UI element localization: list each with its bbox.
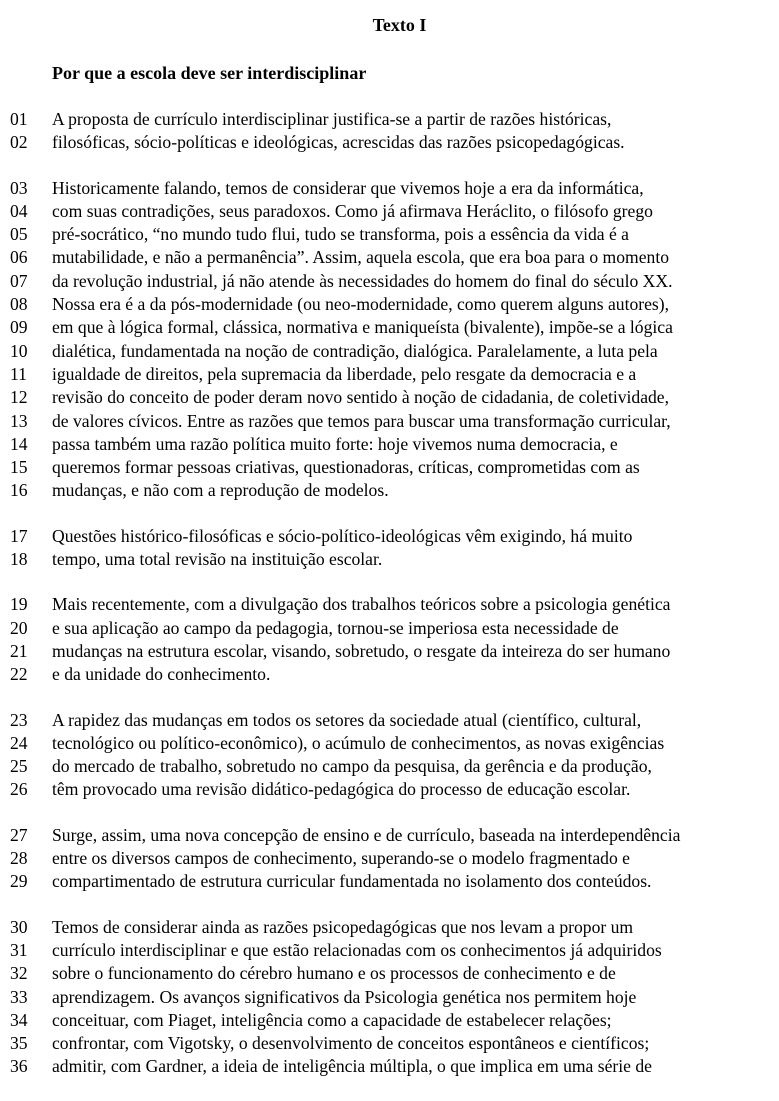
line-text: têm provocado uma revisão didático-pedagógica do processo de educação escolar. [52,779,631,800]
line-number: 14 [10,433,28,454]
text-line [0,223,779,246]
line-number: 11 [10,363,27,384]
paragraph [0,177,779,503]
text-line [0,939,779,962]
line-text: revisão do conceito de poder deram novo sentido à noção de cidadania, de coletividade, [52,387,670,408]
line-text: e sua aplicação ao campo da pedagogia, tornou-se imperiosa esta necessidade de [52,617,619,638]
text-line [0,709,779,732]
line-number: 27 [10,824,28,845]
line-number: 15 [10,457,28,478]
document-title: Texto I [372,15,427,35]
line-number: 30 [10,916,28,937]
line-text: em que à lógica formal, clássica, normativa e maniqueísta (bivalente), impõe-se a lógica [52,317,673,338]
line-text: A proposta de currículo interdisciplinar justifica-se a partir de razões históricas, [52,109,612,129]
line-text: dialética, fundamentada na noção de contradição, dialógica. Paralelamente, a luta pela [52,340,658,361]
text-line [0,755,779,778]
paragraph [0,916,779,1079]
line-text: queremos formar pessoas criativas, questionadoras, críticas, comprometidas com as [52,457,640,478]
text-line [0,663,779,686]
line-text: com suas contradições, seus paradoxos. Como já afirmava Heráclito, o filósofo grego [52,200,653,221]
line-number: 20 [10,617,28,638]
line-number: 09 [10,317,28,338]
paragraph [0,525,779,572]
line-text: passa também uma razão política muito forte: hoje vivemos numa democracia, e [52,433,618,454]
text-line [0,386,779,409]
text-body [0,108,779,1101]
text-line [0,1009,779,1032]
text-line [0,200,779,223]
paragraph [0,593,779,686]
paragraph [0,824,779,894]
paragraph [0,108,779,155]
line-text: da revolução industrial, já não atende às necessidades do homem do final do século XX. [52,270,673,291]
line-number: 17 [10,525,28,546]
text-line [0,870,779,893]
line-text: entre os diversos campos de conhecimento, superando-se o modelo fragmentado e [52,848,630,869]
line-number: 36 [10,1056,28,1077]
text-line [0,732,779,755]
line-number: 19 [10,594,28,615]
line-number: 28 [10,848,28,869]
text-line [0,778,779,801]
line-text: do mercado de trabalho, sobretudo no campo da pesquisa, da gerência e da produção, [52,756,652,777]
text-line [0,962,779,985]
line-text: compartimentado de estrutura curricular fundamentada no isolamento dos conteúdos. [52,871,652,892]
line-text: pré-socrático, “no mundo tudo flui, tudo se transforma, pois a essência da vida é a [52,224,629,245]
line-text: sobre o funcionamento do cérebro humano e os processos de conhecimento e de [52,963,616,984]
line-number: 07 [10,270,28,291]
text-line [0,525,779,548]
text-line [0,548,779,571]
line-number: 23 [10,709,28,730]
text-line [0,1055,779,1078]
line-number: 02 [10,132,28,153]
text-line [0,363,779,386]
line-text: e da unidade do conhecimento. [52,664,271,685]
text-line [0,479,779,502]
text-line [0,177,779,200]
line-number: 16 [10,480,28,501]
line-text: A rapidez das mudanças em todos os setores da sociedade atual (científico, cultural, [52,709,642,730]
line-number: 10 [10,340,28,361]
line-text: conceituar, com Piaget, inteligência como a capacidade de estabelecer relações; [52,1009,612,1030]
text-line [0,293,779,316]
line-number: 04 [10,200,28,221]
line-number: 33 [10,986,28,1007]
line-text: tecnológico ou político-econômico), o acúmulo de conhecimentos, as novas exigências [52,732,665,753]
document-subtitle: Por que a escola deve ser interdisciplinar [52,63,367,83]
line-number: 24 [10,732,28,753]
line-text: de valores cívicos. Entre as razões que temos para buscar uma transformação curricular, [52,410,671,431]
line-number: 32 [10,963,28,984]
line-text: Surge, assim, uma nova concepção de ensino e de currículo, baseada na interdependência [52,824,681,845]
line-text: Questões histórico-filosóficas e sócio-político-ideológicas vêm exigindo, há muito [52,525,633,546]
text-line [0,433,779,456]
line-text: currículo interdisciplinar e que estão relacionadas com os conhecimentos já adquiridos [52,939,662,960]
text-line [0,640,779,663]
text-line [0,246,779,269]
line-number: 06 [10,247,28,268]
line-text: confrontar, com Vigotsky, o desenvolvimento de conceitos espontâneos e científicos; [52,1033,650,1054]
line-text: Temos de considerar ainda as razões psicopedagógicas que nos levam a propor um [52,916,634,937]
text-line [0,131,779,154]
text-line [0,847,779,870]
line-text: Nossa era é a da pós-modernidade (ou neo-modernidade, como querem alguns autores), [52,294,670,315]
text-line [0,593,779,616]
text-line [0,617,779,640]
text-line [0,270,779,293]
text-line [0,108,779,131]
line-text: admitir, com Gardner, a ideia de inteligência múltipla, o que implica em uma série de [52,1056,652,1077]
text-line [0,340,779,363]
line-number: 25 [10,756,28,777]
line-number: 29 [10,871,28,892]
text-line [0,986,779,1009]
line-text: filosóficas, sócio-políticas e ideológicas, acrescidas das razões psicopedagógicas. [52,132,625,153]
line-text: aprendizagem. Os avanços significativos da Psicologia genética nos permitem hoje [52,986,637,1007]
line-number: 08 [10,294,28,315]
line-number: 13 [10,410,28,431]
line-number: 34 [10,1009,28,1030]
text-line [0,316,779,339]
line-number: 03 [10,177,28,198]
line-number: 35 [10,1033,28,1054]
line-number: 05 [10,224,28,245]
text-line [0,410,779,433]
text-line [0,456,779,479]
line-text: mutabilidade, e não a permanência”. Assim, aquela escola, que era boa para o momento [52,247,670,268]
text-line [0,1032,779,1055]
line-number: 21 [10,640,28,661]
line-text: mudanças na estrutura escolar, visando, sobretudo, o resgate da inteireza do ser humano [52,640,671,661]
paragraph [0,709,779,802]
line-text: Mais recentemente, com a divulgação dos trabalhos teóricos sobre a psicologia genética [52,594,671,615]
line-text: Historicamente falando, temos de considerar que vivemos hoje a era da informática, [52,177,644,198]
text-line [0,824,779,847]
line-number: 26 [10,779,28,800]
line-number: 12 [10,387,28,408]
line-number: 31 [10,939,28,960]
line-number: 18 [10,549,28,570]
line-number: 22 [10,664,28,685]
line-text: tempo, uma total revisão na instituição escolar. [52,549,383,570]
line-text: mudanças, e não com a reprodução de modelos. [52,480,389,501]
line-text: igualdade de direitos, pela supremacia da liberdade, pelo resgate da democracia e a [52,363,637,384]
text-line [0,916,779,939]
line-number: 01 [10,109,28,129]
